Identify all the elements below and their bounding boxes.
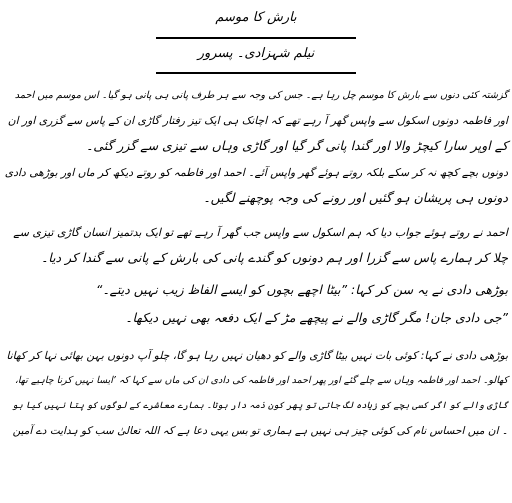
body-line: دونوں بچے کچھ نہ کر سکے بلکہ روتے ہوئے گھر واپس آئے۔ احمد اور فاطمہ کو روتے دیکھ کر ماں اور بوڑھی دادی	[4, 166, 508, 179]
body-line: اور فاطمہ دونوں اسکول سے واپس گھر آ رہے تھے کہ اچانک ہی ایک تیز رفتار گاڑی ان کے پاس سے گزری اور ان	[7, 114, 508, 127]
author-underline	[156, 72, 356, 74]
body-line: ۔ ان میں احساس نام کی کوئی چیز ہی نہیں ہے ہماری تو بس یہی دعا ہے کہ اللہ تعالیٰ سب کو ہدایت دے آمین	[12, 425, 508, 437]
body-line: کھالو۔ احمد اور فاطمہ وہاں سے چلے گئے اور پھر احمد اور فاطمہ کی دادی ان کی ماں سے کہا کہ ’ایسا نہیں کرنا چاہیے تھا،	[14, 375, 508, 386]
body-line: چلا کر ہمارے پاس سے گزرا اور ہم دونوں کو گندے پانی کی بارش کے پانی سے گندا کر دیا۔	[40, 250, 508, 265]
title-underline	[156, 37, 356, 39]
article-author: نیلم شہزادی۔ پسرور	[197, 46, 315, 61]
body-line: احمد نے روتے ہوئے جواب دیا کہ ہم اسکول سے واپس جب گھر آ رہے تھے تو ایک بدتمیز انسان گاڑی تیزی سے	[13, 226, 508, 239]
body-line: ”جی دادی جان! مگر گاڑی والے نے پیچھے مڑ کے ایک دفعہ بھی نہیں دیکھا۔	[125, 310, 508, 325]
body-line: بوڑھی دادی نے کہا: کوئی بات نہیں بیٹا گاڑی والے کو دھیان نہیں رہا ہو گا، چلو آپ دونوں بہن بھائی نہا کر کھانا	[6, 349, 508, 362]
body-line: کے اوپر سارا کیچڑ والا اور گندا پانی گر گیا اور گاڑی وہاں سے تیزی سے گزر گئی۔	[85, 138, 508, 153]
body-line: گزشتہ کئی دنوں سے بارش کا موسم چل رہا ہے۔ جس کی وجہ سے ہر طرف پانی ہی پانی ہو گیا۔ اس موسم میں احمد	[14, 90, 508, 101]
body-line: دونوں ہی پریشان ہو گئیں اور رونے کی وجہ پوچھنے لگیں۔	[203, 190, 508, 205]
body-line: گاڑی والے کو اگر کسی بچے کو زیادہ لگ جاتی تو پھر کون ذمہ دار ہوتا۔ ہمارے معاشرے کے لوگوں کو پتا نہیں کیا ہو	[12, 401, 508, 411]
body-line: بوڑھی دادی نے یہ سن کر کہا: ”بیٹا اچھے بچوں کو ایسے الفاظ زیب نہیں دیتے۔“	[95, 282, 508, 297]
article-title: بارش کا موسم	[215, 10, 297, 25]
